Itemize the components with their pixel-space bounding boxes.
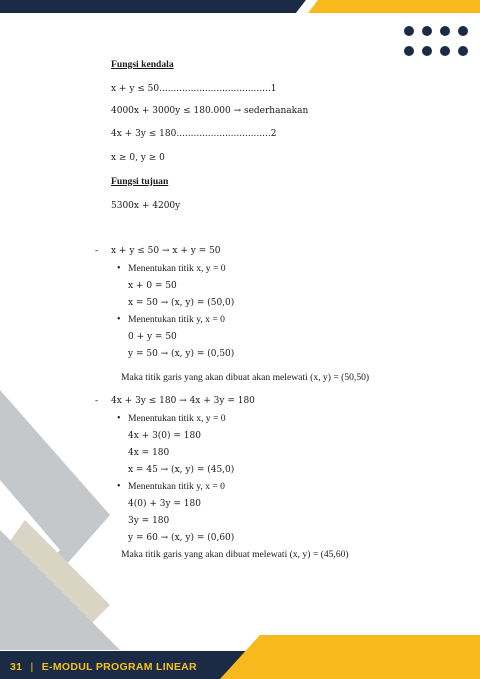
kendala-heading: Fungsi kendala [111,59,174,70]
kendala-line-1: x + y ≤ 50.......................................1 [111,84,277,94]
part2-b2-line-2: 3y = 180 [128,516,170,526]
dots-decoration [404,26,468,60]
part2-b2-line-1: 4(0) + 3y = 180 [128,499,201,509]
part1-b1-line-2: x = 50 → (x, y) = (50,0) [128,298,235,308]
part1-dash: - [95,245,99,256]
kendala-line-2: 4000x + 3000y ≤ 180.000 → sederhanakan [111,106,309,116]
part1-b1-line-1: x + 0 = 50 [128,281,177,291]
part2-b1-line-2: 4x = 180 [128,448,170,458]
part2-bullet-2: Menentukan titik y, x = 0 [128,481,225,492]
kendala-line-3: 4x + 3y ≤ 180.................................2 [111,129,277,139]
part1-bullet-2: Menentukan titik y, x = 0 [128,314,225,325]
part1-bullet-1: Menentukan titik x, y = 0 [128,263,226,274]
part2-b1-line-1: 4x + 3(0) = 180 [128,431,201,441]
tujuan-heading: Fungsi tujuan [111,176,169,187]
part2-b2-line-3: y = 60 → (x, y) = (0,60) [128,533,235,543]
part1-b2-line-2: y = 50 → (x, y) = (0,50) [128,349,235,359]
bullet: • [117,263,121,274]
part2-bullet-1: Menentukan titik x, y = 0 [128,413,226,424]
footer-gold-block [220,635,480,679]
part2-conclusion: Maka titik garis yang akan dibuat melewati (x, y) = (45,60) [121,549,349,560]
part2-b1-line-3: x = 45 → (x, y) = (45,0) [128,465,235,475]
bullet: • [117,481,121,492]
page-number: 31 [10,661,23,673]
top-decoration [0,0,480,14]
footer-label [10,661,197,673]
part1-b2-line-1: 0 + y = 50 [128,332,177,342]
module-title: E-MODUL PROGRAM LINEAR [41,661,197,673]
tujuan-line-1: 5300x + 4200y [111,201,181,211]
bullet: • [117,314,121,325]
part1-conclusion: Maka titik garis yang akan dibuat akan melewati (x, y) = (50,50) [121,372,370,383]
bullet: • [117,413,121,424]
part2-title: 4x + 3y ≤ 180 → 4x + 3y = 180 [111,396,255,406]
part1-title: x + y ≤ 50 → x + y = 50 [111,246,221,256]
part2-dash: - [95,395,99,406]
kendala-line-4: x ≥ 0, y ≥ 0 [111,153,165,163]
footer-separator: | [30,661,34,673]
